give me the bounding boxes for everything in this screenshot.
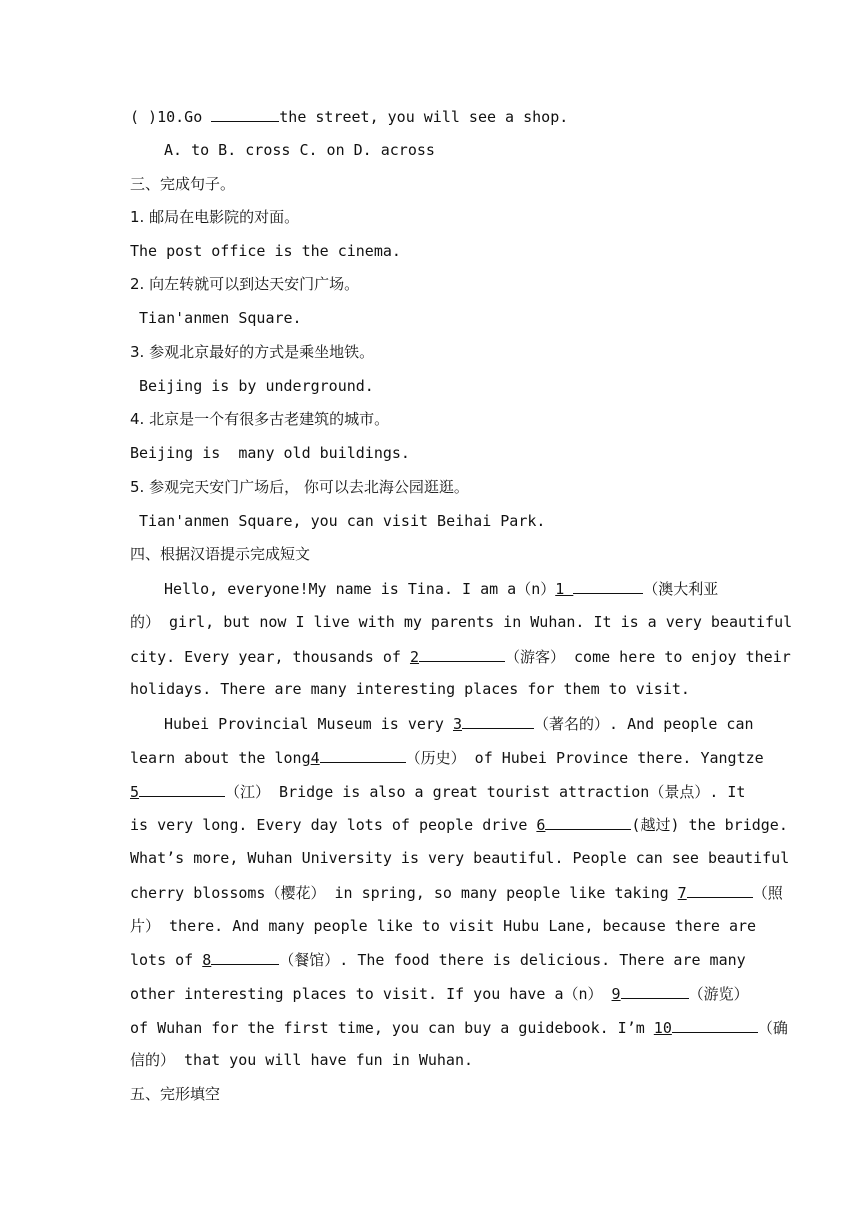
section-5-title: 五、完形填空 xyxy=(130,1085,221,1103)
hint-2: （游客） come here to enjoy their xyxy=(505,648,791,666)
hint-9: （游览） xyxy=(688,985,749,1003)
answer-blank-5[interactable] xyxy=(139,780,225,797)
passage-line: lots of 8 （餐馆）. The food there is delicious. There are many xyxy=(130,948,730,971)
blank-number-3: 3 xyxy=(452,715,463,733)
hint-5: （江） Bridge is also a great tourist attraction（景点）. It xyxy=(225,783,746,801)
answer-blank-3[interactable] xyxy=(462,712,534,729)
answer-blank[interactable] xyxy=(211,105,279,122)
hint-6: (越过) the bridge. xyxy=(631,816,788,834)
passage-line: of Wuhan for the first time, you can buy a guidebook. I’m 10 （确 xyxy=(130,1016,730,1039)
blank-number-4: 4 xyxy=(310,749,320,767)
answer-blank-1[interactable] xyxy=(573,577,643,594)
question-stem-end: the street, you will see a shop. xyxy=(279,108,569,126)
hint-8: （餐馆）. The food there is delicious. There are many xyxy=(279,951,746,969)
sentence-1-chinese: 1. 邮局在电影院的对面。 xyxy=(130,208,300,226)
passage-line: city. Every year, thousands of 2 （游客） come here to enjoy their xyxy=(130,645,730,668)
blank-number-10: 10 xyxy=(653,1019,672,1037)
sentence-4-chinese: 4. 北京是一个有很多古老建筑的城市。 xyxy=(130,410,390,428)
blank-number-8: 8 xyxy=(202,951,212,969)
passage-line: other interesting places to visit. If you have a（n） 9 （游览） xyxy=(130,982,730,1005)
question-10-options: A. to B. cross C. on D. across xyxy=(164,141,435,159)
section-3-title: 三、完成句子。 xyxy=(130,175,236,193)
question-stem: 10.Go xyxy=(157,108,212,126)
sentence-3-english: Beijing is by underground. xyxy=(130,377,374,395)
passage-line: 片） there. And many people like to visit Hubu Lane, because there are xyxy=(130,917,757,935)
hint-1: （澳大利亚 xyxy=(643,580,719,598)
answer-blank-7[interactable] xyxy=(687,881,753,898)
blank-number-6: 6 xyxy=(536,816,546,834)
passage-line: holidays. There are many interesting places for them to visit. xyxy=(130,680,690,698)
hint-7: （照 xyxy=(752,884,783,902)
blank-number-5: 5 xyxy=(130,783,140,801)
passage-line: Hubei Provincial Museum is very 3 （著名的）. And people can xyxy=(164,712,730,735)
blank-number-2: 2 xyxy=(409,648,419,666)
hint-4: （历史） of Hubei Province there. Yangtze xyxy=(405,749,764,767)
passage-line: 信的） that you will have fun in Wuhan. xyxy=(130,1051,474,1069)
question-10 xyxy=(130,105,730,128)
sentence-5-chinese: 5. 参观完天安门广场后， 你可以去北海公园逛逛。 xyxy=(130,478,469,496)
sentence-5-english: Tian'anmen Square, you can visit Beihai Park. xyxy=(130,512,546,530)
sentence-1-english: The post office is the cinema. xyxy=(130,242,401,260)
answer-blank-2[interactable] xyxy=(419,645,505,662)
passage-line: is very long. Every day lots of people drive 6 (越过) the bridge. xyxy=(130,813,730,836)
sentence-4-english: Beijing is many old buildings. xyxy=(130,444,410,462)
answer-blank-10[interactable] xyxy=(672,1016,758,1033)
hint-10: （确 xyxy=(757,1019,788,1037)
blank-number-7: 7 xyxy=(677,884,687,902)
answer-paren: ( ) xyxy=(130,108,158,126)
passage-line: What’s more, Wuhan University is very beautiful. People can see beautiful xyxy=(130,849,790,867)
sentence-2-chinese: 2. 向左转就可以到达天安门广场。 xyxy=(130,275,360,293)
passage-line: 的） girl, but now I live with my parents in Wuhan. It is a very beautiful xyxy=(130,613,793,631)
answer-blank-9[interactable] xyxy=(621,982,689,999)
passage-line: learn about the long4 （历史） of Hubei Province there. Yangtze xyxy=(130,746,730,769)
passage-line: Hello, everyone!My name is Tina. I am a（n）1 （澳大利亚 xyxy=(164,577,730,600)
blank-number-1: 1 xyxy=(555,580,574,598)
section-4-title: 四、根据汉语提示完成短文 xyxy=(130,545,311,563)
passage-line: cherry blossoms（樱花） in spring, so many people like taking 7 （照 xyxy=(130,881,730,904)
blank-number-9: 9 xyxy=(611,985,621,1003)
sentence-3-chinese: 3. 参观北京最好的方式是乘坐地铁。 xyxy=(130,343,375,361)
answer-blank-8[interactable] xyxy=(211,948,279,965)
hint-3: （著名的）. And people can xyxy=(534,715,754,733)
passage-line xyxy=(130,780,746,803)
answer-blank-6[interactable] xyxy=(545,813,631,830)
answer-blank-4[interactable] xyxy=(320,746,406,763)
sentence-2-english: Tian'anmen Square. xyxy=(130,309,302,327)
